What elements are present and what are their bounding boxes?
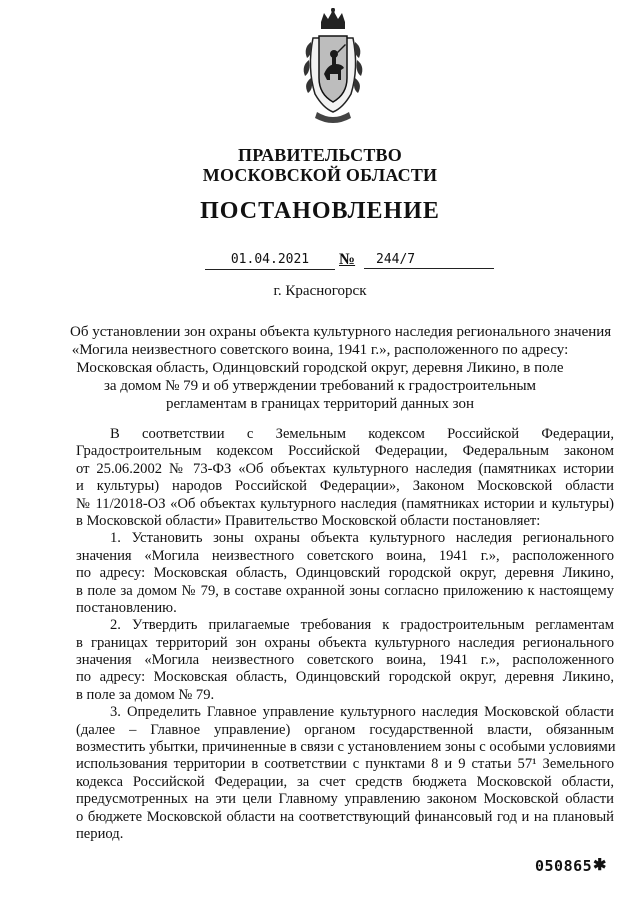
body-line: период. bbox=[76, 825, 124, 842]
body-line: в границах территорий зон охраны объекта культурного наследия регионального bbox=[76, 634, 614, 651]
star-mark: ✱ bbox=[593, 857, 607, 874]
coat-of-arms-emblem bbox=[297, 8, 369, 138]
organization-name-line1: ПРАВИТЕЛЬСТВО bbox=[238, 145, 402, 165]
body-line: постановлению. bbox=[76, 599, 177, 616]
document-body bbox=[76, 426, 614, 843]
subject-line: Об установлении зон охраны объекта культурного наследия регионального значения bbox=[70, 324, 612, 340]
body-line: по адресу: Московская область, Одинцовский городской округ, деревня Ликино, bbox=[76, 669, 614, 686]
body-line: № 11/2018-ОЗ «Об объектах культурного наследия (памятниках истории и культуры) bbox=[76, 495, 614, 512]
body-line: возместить убытки, причиненные в связи с установлением зоны с особыми условиями bbox=[76, 739, 616, 756]
body-line: и культуры) народов Российской Федерации», Законом Московской области bbox=[76, 478, 614, 495]
body-line: предусмотренных на эти цели Главному управлению законом Московской области bbox=[76, 791, 614, 808]
body-line: использования территории в соответствии с пунктами 8 и 9 статьи 57¹ Земельного bbox=[76, 756, 614, 773]
serial-number: 050865 bbox=[535, 857, 593, 875]
body-line: (далее – Главное управление) органом государственной власти, обязанным bbox=[76, 721, 614, 738]
document-date: 01.04.2021 bbox=[205, 252, 335, 270]
body-line: в поле за домом № 79. bbox=[76, 686, 215, 703]
body-line: по адресу: Московская область, Одинцовский городской округ, деревня Ликино, bbox=[76, 565, 614, 582]
body-line: кодекса Российской Федерации, за счет средств бюджета Московской области, bbox=[76, 773, 614, 790]
subject-line: Московская область, Одинцовский городской округ, деревня Ликино, в поле bbox=[76, 360, 564, 376]
item-1-paragraph bbox=[76, 530, 614, 617]
subject-line: «Могила неизвестного советского воина, 1941 г.», расположенного по адресу: bbox=[71, 342, 569, 358]
document-type-title: ПОСТАНОВЛЕНИЕ bbox=[200, 198, 440, 224]
subject-line: за домом № 79 и об утверждении требований к градостроительным bbox=[103, 378, 537, 394]
document-subject bbox=[70, 323, 612, 413]
body-line: от 25.06.2002 № 73-ФЗ «Об объектах культурного наследия (памятниках истории bbox=[76, 460, 614, 477]
body-line: В соответствии с Земельным кодексом Российской Федерации, bbox=[110, 426, 614, 442]
body-line: 1. Установить зоны охраны объекта культурного наследия регионального bbox=[110, 530, 614, 547]
city-line: г. Красногорск bbox=[273, 283, 367, 299]
body-line: 2. Утвердить прилагаемые требования к градостроительным регламентам bbox=[110, 617, 614, 634]
body-line: значения «Могила неизвестного советского воина, 1941 г.», расположенного bbox=[76, 547, 614, 564]
organization-name-line2: МОСКОВСКОЙ ОБЛАСТИ bbox=[202, 165, 438, 185]
body-line: значения «Могила неизвестного советского воина, 1941 г.», расположенного bbox=[76, 652, 614, 669]
body-line: в Московской области» Правительство Московской области постановляет: bbox=[76, 512, 541, 529]
body-line: в поле за домом № 79, в составе охранной зоны согласно приложению к настоящему bbox=[76, 582, 614, 599]
document-number: 244/7 bbox=[364, 252, 494, 269]
body-line: Градостроительным кодексом Российской Федерации, Федеральным законом bbox=[76, 443, 614, 460]
subject-line: регламентам в границах территорий данных зон bbox=[165, 396, 475, 412]
item-3-paragraph bbox=[76, 704, 614, 843]
number-sign: № bbox=[339, 251, 356, 268]
preamble-paragraph bbox=[76, 426, 614, 530]
body-line: 3. Определить Главное управление культурного наследия Московской области bbox=[110, 704, 614, 721]
body-line: о бюджете Московской области на соответствующий финансовый год и на плановый bbox=[76, 808, 614, 825]
item-2-paragraph bbox=[76, 617, 614, 704]
